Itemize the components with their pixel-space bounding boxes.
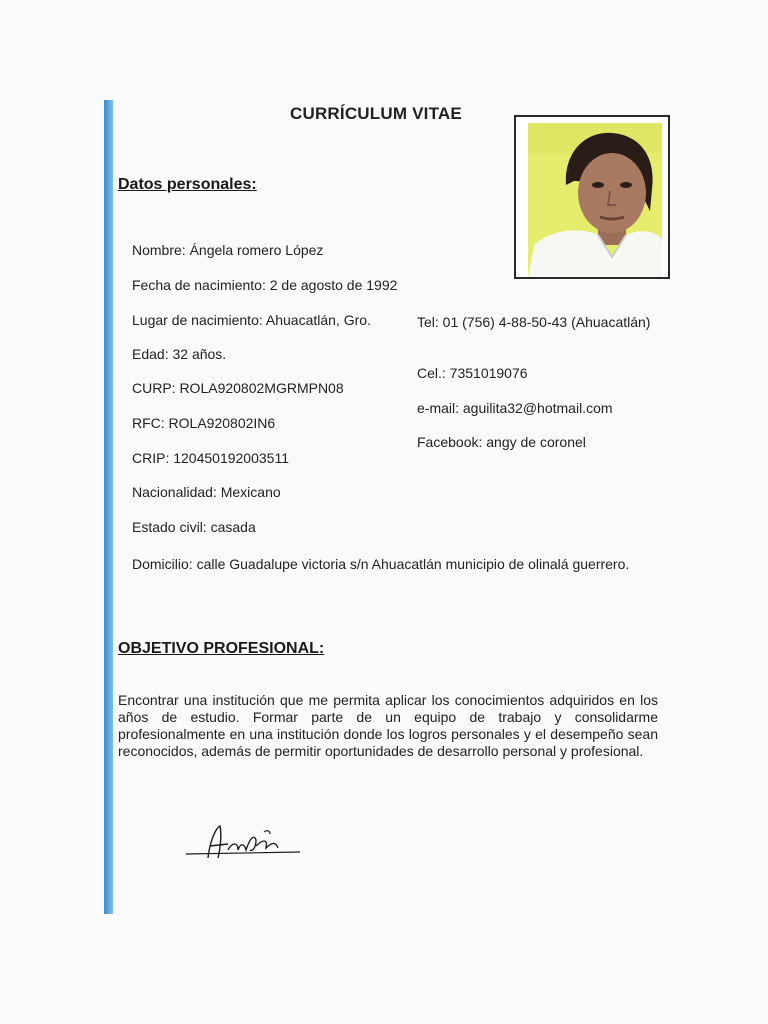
nationality-field: Nacionalidad: Mexicano — [132, 484, 281, 500]
profile-photo — [528, 123, 662, 277]
signature — [180, 820, 310, 875]
address-field: Domicilio: calle Guadalupe victoria s/n Ahuacatlán municipio de olinalá guerrero. — [132, 556, 630, 572]
objective-text: Encontrar una institución que me permita aplicar los conocimientos adquiridos en los años de estudio. Formar parte de un equipo de trabajo y consolidarme profesionalmente en una institución donde los logros personales y el desempeño sean reconocidos, además de permitir oportunidades de desarrollo personal y profesional. — [118, 692, 658, 759]
signature-icon — [180, 820, 310, 870]
email-field: e-mail: aguilita32@hotmail.com — [417, 400, 613, 416]
crip-field: CRIP: 120450192003511 — [132, 450, 289, 466]
age-field: Edad: 32 años. — [132, 346, 227, 362]
marital-status-field: Estado civil: casada — [132, 519, 256, 535]
person-photo-icon — [528, 123, 662, 277]
birth-place-field: Lugar de nacimiento: Ahuacatlán, Gro. — [132, 312, 371, 328]
rfc-field: RFC: ROLA920802IN6 — [132, 415, 276, 431]
objective-heading: OBJETIVO PROFESIONAL: — [118, 640, 325, 657]
document-title: CURRÍCULUM VITAE — [290, 104, 462, 123]
cell-field: Cel.: 7351019076 — [417, 365, 528, 381]
phone-field: Tel: 01 (756) 4-88-50-43 (Ahuacatlán) — [417, 314, 651, 330]
curp-field: CURP: ROLA920802MGRMPN08 — [132, 380, 344, 396]
facebook-field: Facebook: angy de coronel — [417, 434, 586, 450]
accent-bar — [104, 100, 113, 914]
name-field: Nombre: Ángela romero López — [132, 242, 324, 258]
birth-date-field: Fecha de nacimiento: 2 de agosto de 1992 — [132, 277, 398, 293]
personal-data-heading: Datos personales: — [118, 176, 257, 193]
profile-photo-frame — [514, 115, 670, 279]
